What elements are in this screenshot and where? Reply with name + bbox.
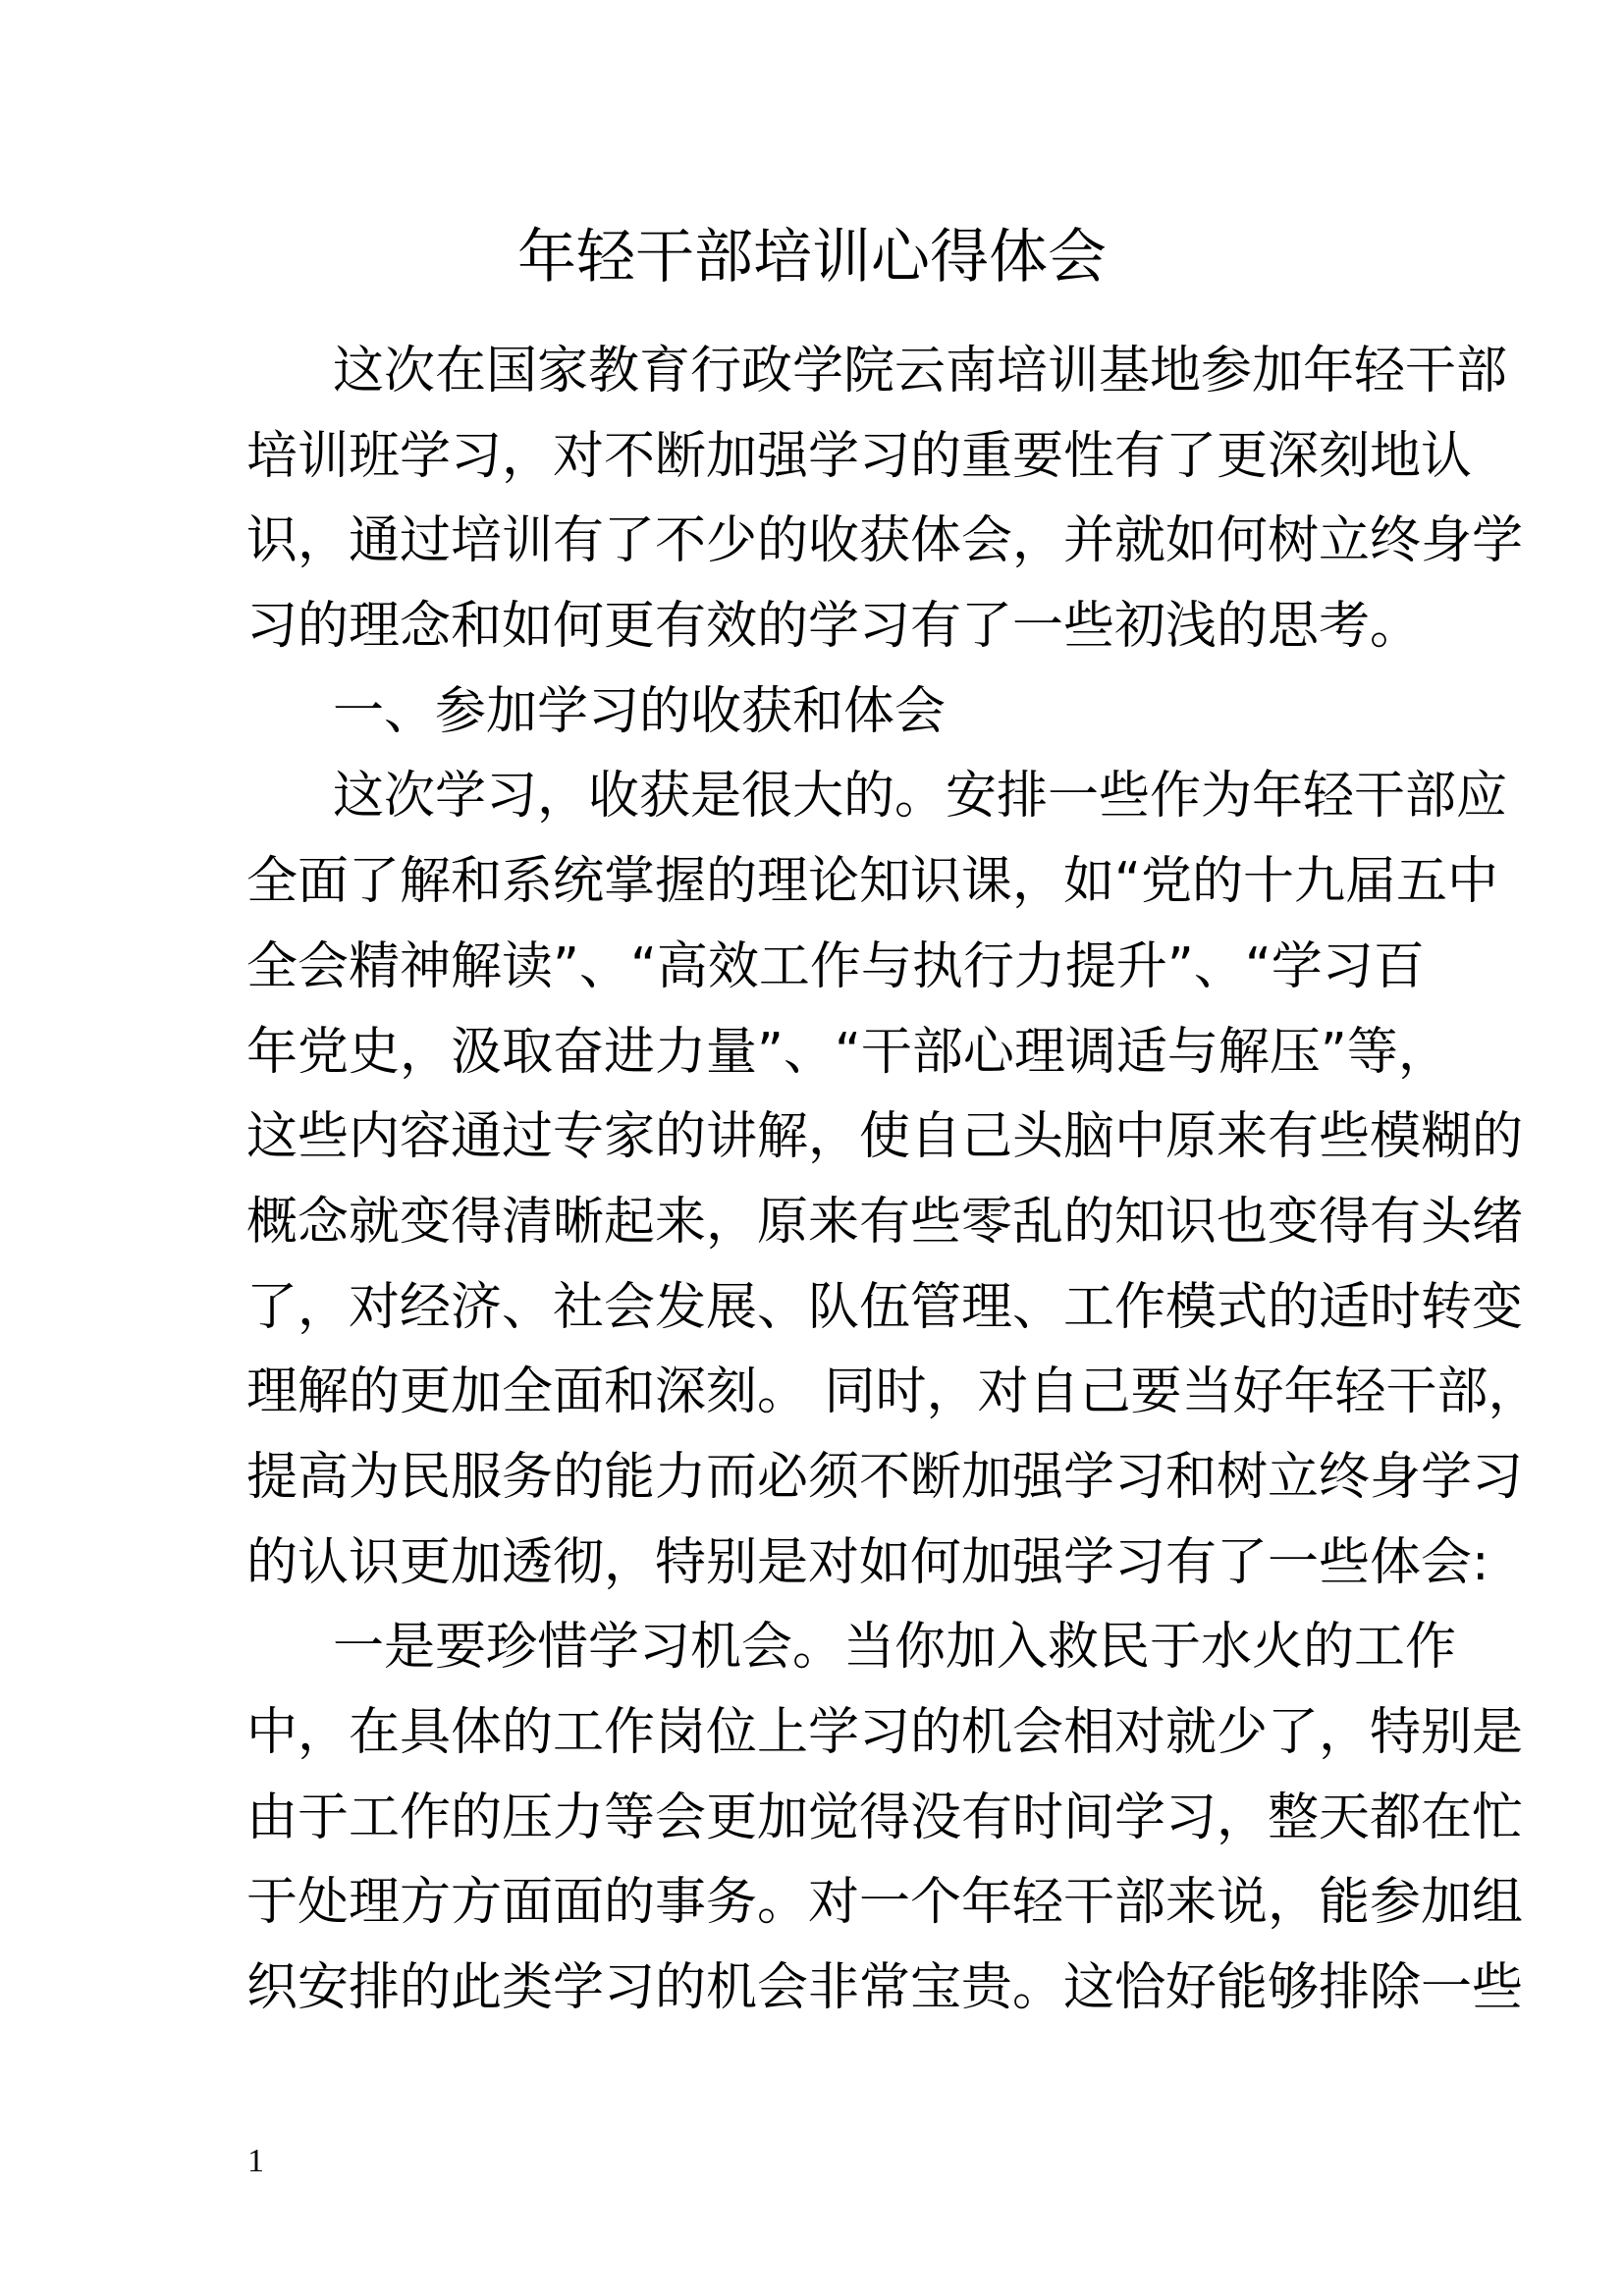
body-line: 了，对经济、社会发展、队伍管理、工作模式的适时转变 [246,1277,1524,1337]
body-line: 织安排的此类学习的机会非常宝贵。这恰好能够排除一些 [246,1958,1524,2018]
body-line: 培训班学习，对不断加强学习的重要性有了更深刻地认 [246,426,1473,486]
body-line: 一是要珍惜学习机会。当你加入救民于水火的工作 [333,1618,1457,1678]
body-line: 全面了解和系统掌握的理论知识课，如“党的十九届五中 [246,852,1498,912]
body-line: 的认识更加透彻，特别是对如何加强学习有了一些体会: [246,1532,1489,1592]
body-line: 由于工作的压力等会更加觉得没有时间学习，整天都在忙 [246,1788,1524,1847]
body-line: 中，在具体的工作岗位上学习的机会相对就少了，特别是 [246,1703,1524,1762]
body-line: 全会精神解读”、“高效工作与执行力提升”、“学习百 [246,936,1425,996]
body-line: 这次在国家教育行政学院云南培训基地参加年轻干部 [333,342,1508,400]
body-line: 理解的更加全面和深刻。 同时，对自己要当好年轻干部， [246,1362,1540,1422]
body-line: 提高为民服务的能力而必须不断加强学习和树立终身学习 [246,1447,1524,1507]
body-line: 识，通过培训有了不少的收获体会，并就如何树立终身学 [246,511,1524,571]
body-line: 这次学习，收获是很大的。安排一些作为年轻干部应 [333,767,1508,827]
body-line: 习的理念和如何更有效的学习有了一些初浅的思考。 [246,597,1422,657]
body-line: 于处理方方面面的事务。对一个年轻干部来说，能参加组 [246,1873,1524,1933]
section-heading: 一、参加学习的收获和体会 [333,681,947,741]
document-title: 年轻干部培训心得体会 [517,223,1107,292]
body-line: 年党史，汲取奋进力量”、“干部心理调适与解压”等， [246,1022,1449,1082]
document-body [246,329,1540,2031]
body-line: 概念就变得清晰起来，原来有些零乱的知识也变得有头绪 [246,1192,1524,1252]
body-line: 这些内容通过专家的讲解，使自己头脑中原来有些模糊的 [246,1107,1524,1167]
page-number: 1 [247,2143,264,2179]
